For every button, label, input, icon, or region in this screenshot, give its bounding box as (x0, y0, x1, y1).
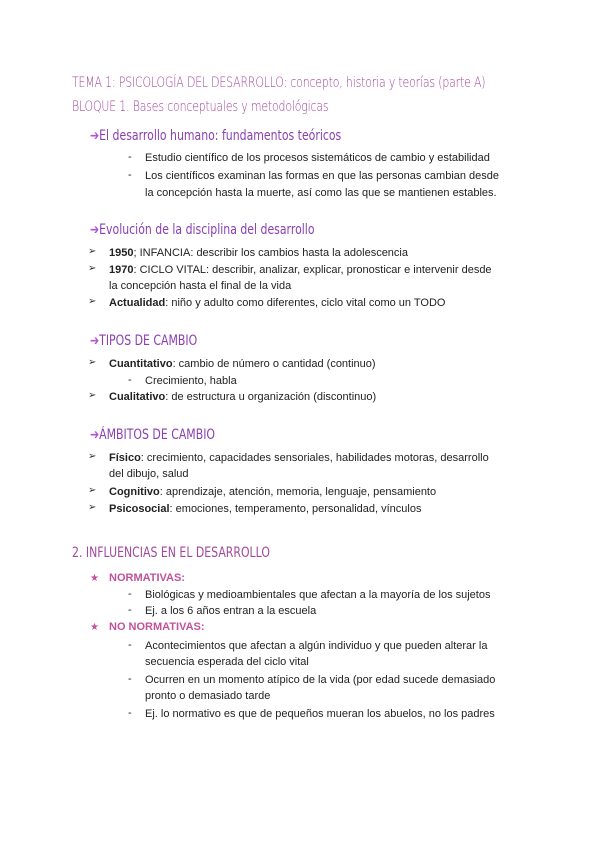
dash-icon: - (128, 604, 132, 616)
section-heading-fundamentos: ➔El desarrollo humano: fundamentos teóricos (90, 128, 342, 144)
section-heading-evolucion: ➔Evolución de la disciplina del desarrollo (90, 222, 315, 238)
arrow-bullet-icon: ➢ (88, 390, 97, 401)
block-title: BLOQUE 1. Bases conceptuales y metodológicas (72, 99, 329, 115)
list-item: Ej. lo normativo es que de pequeños mueran los abuelos, no los padres (145, 708, 495, 720)
arrow-bullet-icon: ➢ (88, 296, 97, 307)
arrow-bullet-icon: ➢ (88, 485, 97, 496)
dash-icon: - (128, 639, 132, 651)
subheading-no-normativas: NO NORMATIVAS: (109, 621, 205, 633)
arrow-icon: ➔ (90, 333, 100, 349)
list-item: Físico: crecimiento, capacidades sensoriales, habilidades motoras, desarrollo (109, 452, 489, 464)
list-item: Acontecimientos que afectan a algún individuo y que pueden alterar la (145, 640, 488, 652)
arrow-icon: ➔ (90, 427, 100, 443)
arrow-icon: ➔ (90, 128, 100, 144)
arrow-bullet-icon: ➢ (88, 451, 97, 462)
arrow-bullet-icon: ➢ (88, 502, 97, 513)
list-item: 1950; INFANCIA: describir los cambios hasta la adolescencia (109, 247, 408, 259)
list-item: Cognitivo: aprendizaje, atención, memoria, lenguaje, pensamiento (109, 486, 437, 498)
section-heading-ambitos: ➔ÁMBITOS DE CAMBIO (90, 427, 216, 443)
list-item: Los científicos examinan las formas en que las personas cambian desde (145, 170, 500, 182)
arrow-bullet-icon: ➢ (88, 263, 97, 274)
dash-icon: - (128, 588, 132, 600)
dash-icon: - (128, 374, 132, 386)
list-item: Ej. a los 6 años entran a la escuela (145, 605, 317, 617)
list-item: Estudio científico de los procesos sistemáticos de cambio y estabilidad (145, 152, 490, 164)
star-icon: ★ (90, 622, 99, 633)
dash-icon: - (128, 673, 132, 685)
list-item: 1970: CICLO VITAL: describir, analizar, explicar, pronosticar e intervenir desde (109, 264, 492, 276)
arrow-bullet-icon: ➢ (88, 357, 97, 368)
list-item-continuation: la concepción hasta la muerte, así como las que se mantienen estables. (145, 187, 497, 199)
list-item-continuation: del dibujo, salud (109, 468, 189, 480)
list-item: Actualidad: niño y adulto como diferentes, ciclo vital como un TODO (109, 297, 446, 309)
dash-icon: - (128, 151, 132, 163)
list-item: Ocurren en un momento atípico de la vida (por edad sucede demasiado (145, 674, 496, 686)
dash-icon: - (128, 169, 132, 181)
subheading-normativas: NORMATIVAS: (109, 572, 185, 584)
list-item: Cuantitativo: cambio de número o cantidad (continuo) (109, 358, 376, 370)
star-icon: ★ (90, 573, 99, 584)
document-title: TEMA 1: PSICOLOGÍA DEL DESARROLLO: concepto, historia y teorías (parte A) (72, 75, 486, 91)
list-item: Biológicas y medioambientales que afectan a la mayoría de los sujetos (145, 589, 491, 601)
section-heading-tipos-cambio: ➔TIPOS DE CAMBIO (90, 333, 198, 349)
list-item: Cualitativo: de estructura u organización (discontinuo) (109, 391, 377, 403)
dash-icon: - (128, 707, 132, 719)
list-item-continuation: la concepción hasta el final de la vida (109, 280, 292, 292)
list-item-continuation: secuencia esperada del ciclo vital (145, 656, 309, 668)
list-item: Psicosocial: emociones, temperamento, personalidad, vínculos (109, 503, 422, 515)
arrow-bullet-icon: ➢ (88, 246, 97, 257)
list-subitem: Crecimiento, habla (145, 375, 237, 387)
section-heading-influencias: 2. INFLUENCIAS EN EL DESARROLLO (72, 545, 270, 561)
arrow-icon: ➔ (90, 222, 100, 238)
list-item-continuation: pronto o demasiado tarde (145, 690, 271, 702)
